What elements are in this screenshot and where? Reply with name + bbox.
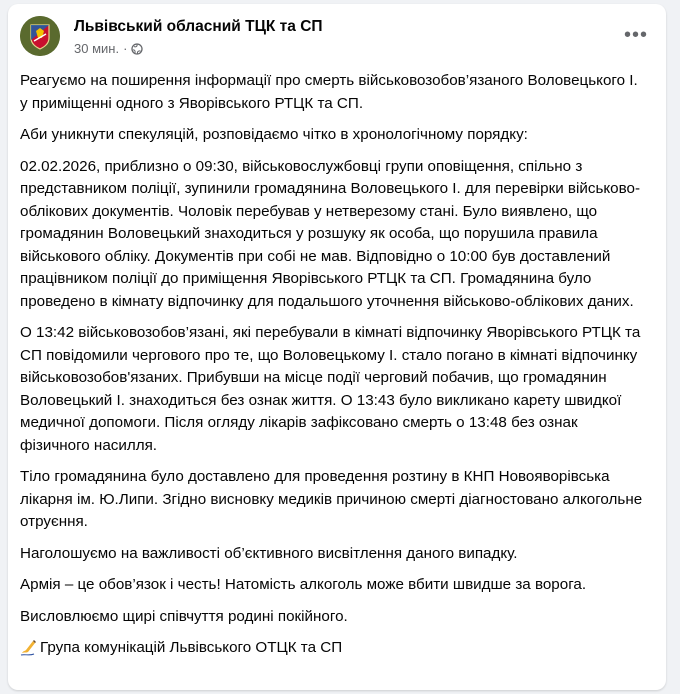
post-paragraph: Висловлюємо щирі співчуття родині покійного. bbox=[20, 607, 348, 625]
page-name[interactable]: Львівський обласний ТЦК та СП bbox=[74, 18, 323, 35]
writing-hand-icon bbox=[20, 639, 38, 657]
post-text bbox=[20, 70, 648, 669]
post-time[interactable]: 30 мин. bbox=[74, 41, 120, 56]
post-header bbox=[20, 16, 654, 64]
post-paragraph: 02.02.2026, приблизно о 09:30, військовослужбовці групи оповіщення, спільно з представником поліції, зупинили громадянина Воловецького І. для перевірки військово-облікових документів. Чоловік перебував у нетверезому стані. Було виявлено, що громадянин Воловецький знаходиться у розшуку як особа, що порушила правила військового обліку. Документів при собі не мав. Відповідно о 10:00 був доставлений працівником поліції до приміщення Яворівського РТЦК та СП. Громадянина було проведено в кімнату відпочинку для подальшого уточнення військово-облікових даних. bbox=[20, 157, 641, 310]
page-avatar[interactable] bbox=[20, 16, 60, 56]
post-paragraph: Армія – це обов’язок і честь! Натомість алкоголь може вбити швидше за ворога. bbox=[20, 576, 587, 593]
globe-icon bbox=[131, 43, 143, 55]
more-horizontal-icon: ••• bbox=[623, 23, 648, 46]
signature-text: Група комунікацій Львівського ОТЦК та СП bbox=[40, 639, 343, 656]
post-paragraph: Аби уникнути спекуляцій, розповідаємо чітко в хронологічному порядку: bbox=[20, 126, 528, 143]
more-options-button[interactable] bbox=[618, 20, 654, 50]
post-meta bbox=[74, 41, 143, 56]
post-paragraph: О 13:42 військовозобов’язані, які перебували в кімнаті відпочинку Яворівського РТЦК та СП повідомили чергового про те, що Воловецькому І. стало погано в кімнаті відпочинку військовозобов'язаних. Прибувши на місце події черговий побачив, що громадянин Воловецький І. знаходиться без ознак життя. О 13:43 було викликано карету швидкої медичної допомоги. Після огляду лікарів зафіксовано смерть о 13:48 без ознак фізичного насилля. bbox=[20, 324, 641, 454]
meta-separator: · bbox=[123, 41, 128, 56]
coat-of-arms-icon bbox=[20, 16, 60, 56]
post-paragraph: Реагуємо на поширення інформації про смерть військовозобов’язаного Воловецького І. у приміщенні одного з Яворівського РТЦК та СП. bbox=[20, 72, 638, 112]
post-paragraph: Тіло громадянина було доставлено для проведення розтину в КНП Новояворівська лікарня ім. Ю.Липи. Згідно висновку медиків причиною смерті діагностовано алкогольне отруєння. bbox=[20, 468, 643, 530]
post-paragraph: Наголошуємо на важливості об’єктивного висвітлення даного випадку. bbox=[20, 544, 518, 562]
facebook-post-card bbox=[8, 4, 666, 690]
post-signature bbox=[20, 637, 648, 660]
